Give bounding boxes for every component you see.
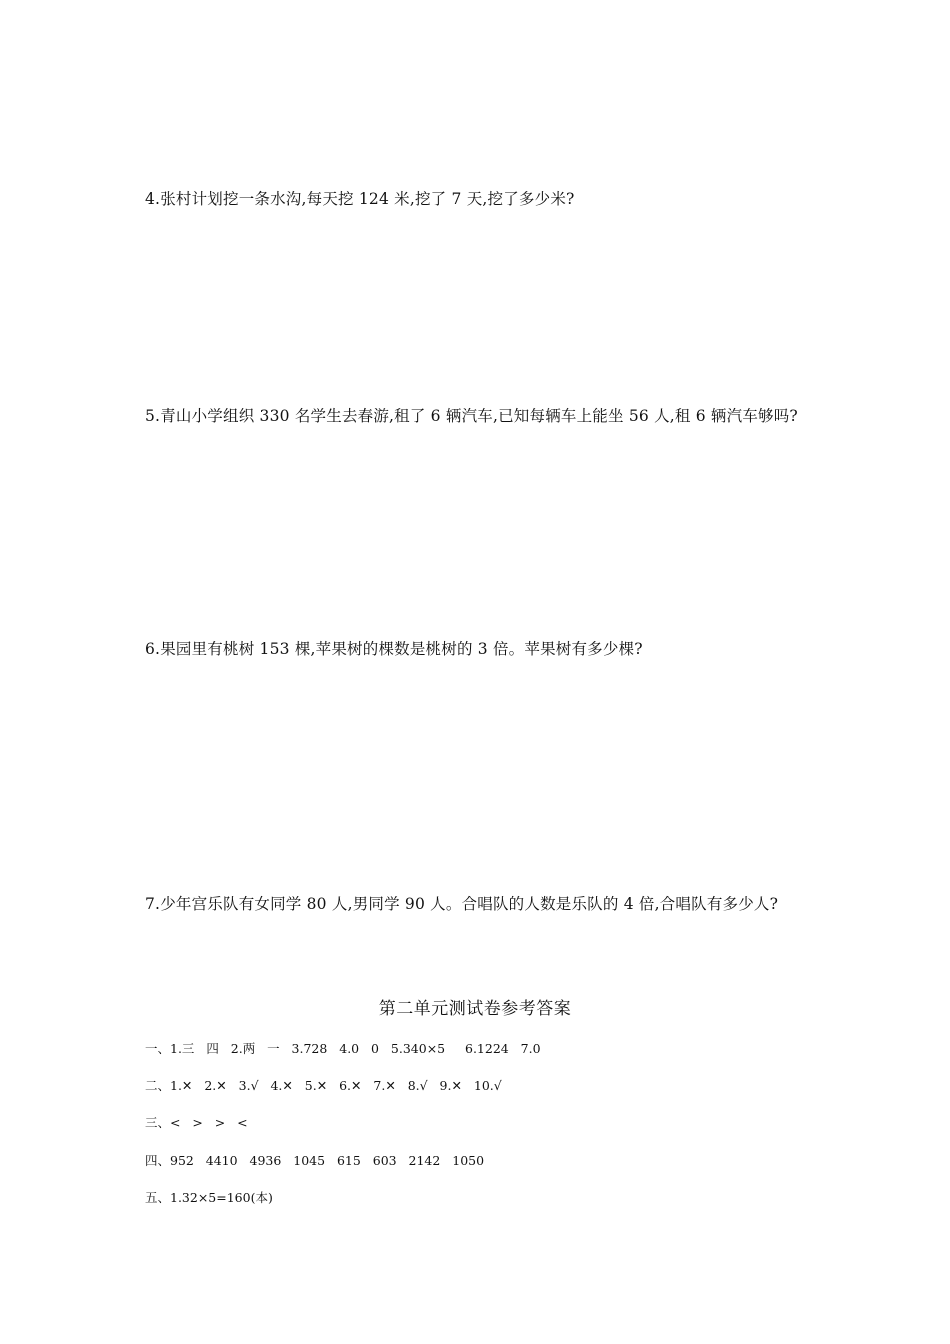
answer-section-2: 二、1.✕ 2.✕ 3.√ 4.✕ 5.✕ 6.✕ 7.✕ 8.√ 9.✕ 10.√: [145, 1078, 502, 1093]
answer-key-title: 第二单元测试卷参考答案: [378, 999, 572, 1019]
answer-section-5: 五、1.32×5=160(本): [145, 1190, 273, 1205]
answer-section-3: 三、< > > <: [145, 1115, 248, 1130]
problem-6: 6.果园里有桃树 153 棵,苹果树的棵数是桃树的 3 倍。苹果树有多少棵?: [145, 640, 643, 658]
answer-section-1: 一、1.三 四 2.两 一 3.728 4.0 0 5.340×5 6.1224 7.0: [145, 1041, 541, 1056]
problem-5: 5.青山小学组织 330 名学生去春游,租了 6 辆汽车,已知每辆车上能坐 56 人,租 6 辆汽车够吗?: [145, 407, 798, 425]
problem-7: 7.少年宫乐队有女同学 80 人,男同学 90 人。合唱队的人数是乐队的 4 倍,合唱队有多少人?: [145, 895, 779, 913]
problem-4: 4.张村计划挖一条水沟,每天挖 124 米,挖了 7 天,挖了多少米?: [145, 190, 575, 208]
answer-section-4: 四、952 4410 4936 1045 615 603 2142 1050: [145, 1153, 485, 1168]
